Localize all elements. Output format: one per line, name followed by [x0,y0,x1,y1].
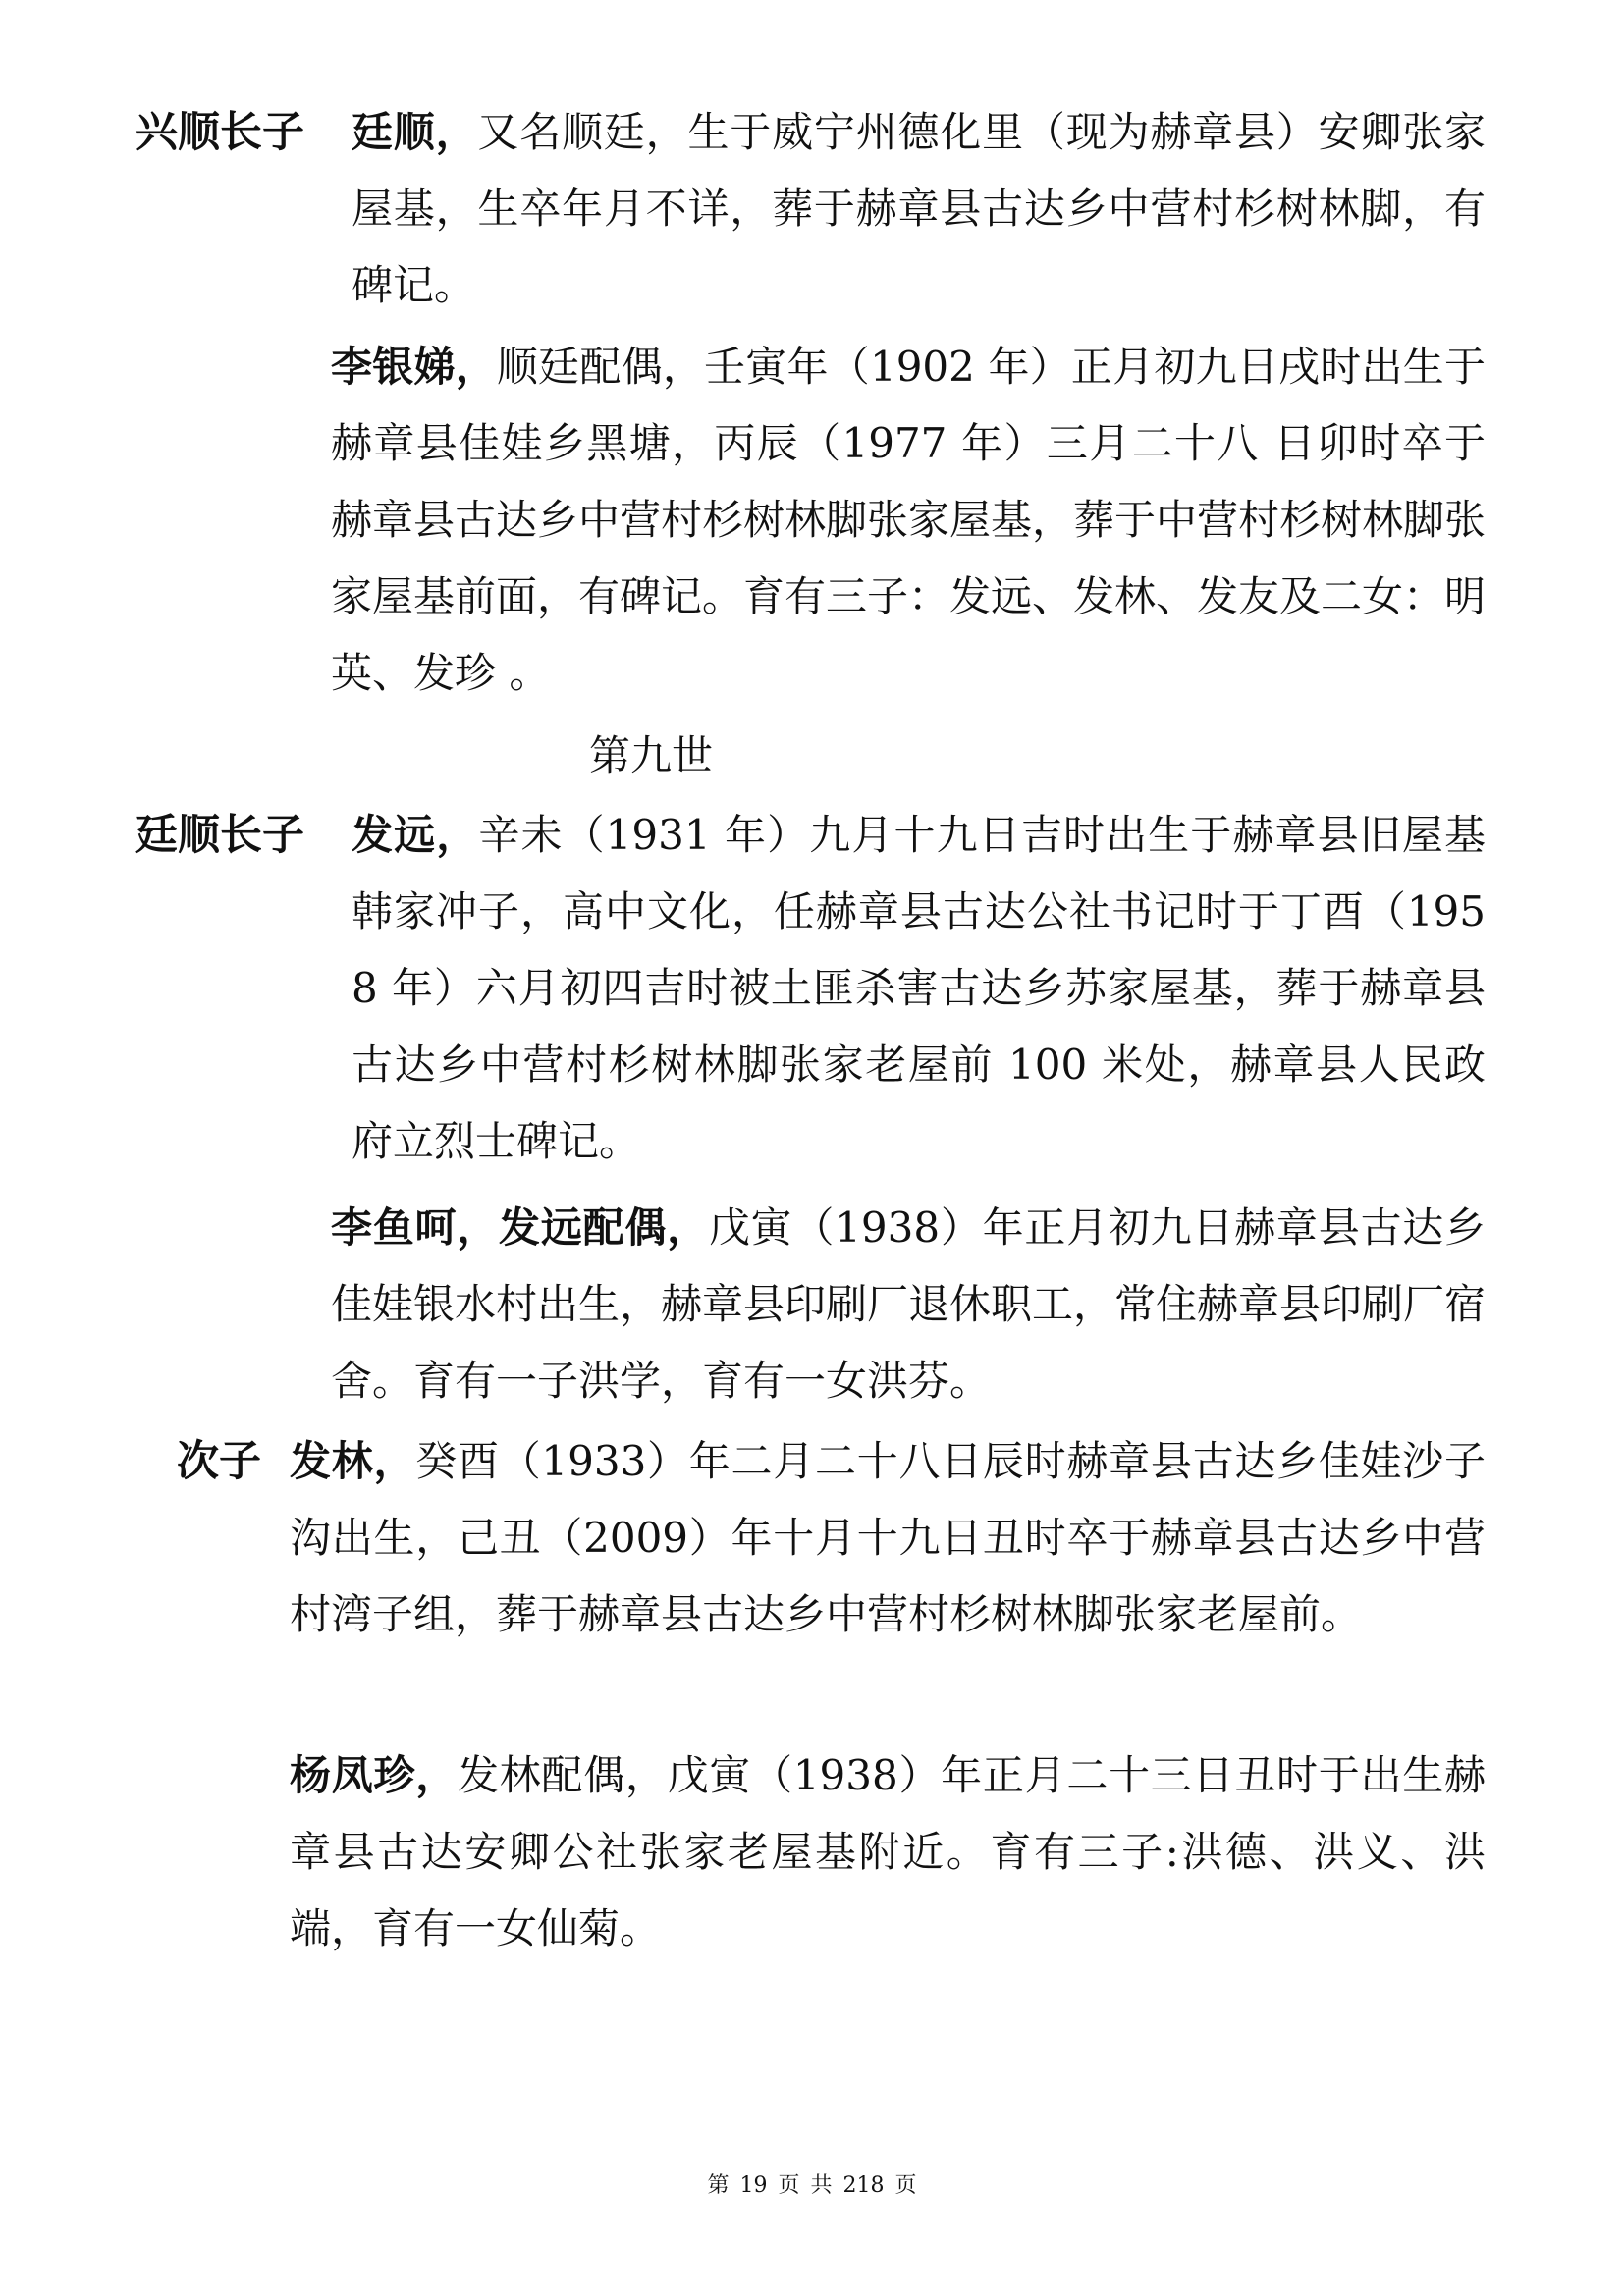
person-name: 李鱼呵，发远配偶， [331,1203,709,1252]
entry-paragraph [331,1190,1486,1419]
entry-label: 廷顺长子 [135,811,304,860]
page-number-footer: 第 19 页 共 218 页 [707,2173,917,2198]
entry-text: 癸酉（1933）年二月二十八日辰时赫章县古达乡佳娃沙子沟出生，己丑（2009）年十月十九日丑时卒于赫章县古达乡中营村湾子组，葬于赫章县古达乡中营村杉树林脚张家老屋前。 [290,1437,1486,1638]
entry-paragraph [352,94,1486,324]
entry-paragraph [331,329,1486,712]
generation-heading: 第九世 [589,731,714,779]
entry-text: 辛未（1931 年）九月十九日吉时出生于赫章县旧屋基韩家冲子，高中文化，任赫章县古达公社书记时于丁酉（1958 年）六月初四吉时被土匪杀害古达乡苏家屋基，葬于赫章县古达乡中营村杉树林脚张家老屋前 100 米处，赫章县人民政府立烈士碑记。 [352,811,1486,1165]
person-name: 李银娣， [331,343,497,391]
entry-text: 戊寅（1938）年正月初九日赫章县古达乡佳娃银水村出生，赫章县印刷厂退休职工，常住赫章县印刷厂宿舍。育有一子洪学，育有一女洪芬。 [331,1203,1487,1405]
entry-text: 发林配偶，戊寅（1938）年正月二十三日丑时于出生赫章县古达安卿公社张家老屋基附近。育有三子:洪德、洪义、洪端，育有一女仙菊。 [290,1751,1486,1952]
entry-text: 又名顺廷，生于威宁州德化里（现为赫章县）安卿张家屋基，生卒年月不详，葬于赫章县古达乡中营村杉树林脚，有碑记。 [352,108,1486,309]
person-name: 廷顺， [352,108,478,156]
entry-label: 次子 [177,1437,261,1486]
person-name: 发林， [290,1437,416,1485]
entry-label: 兴顺长子 [135,108,304,157]
entry-text: 顺廷配偶，壬寅年（1902 年）正月初九日戌时出生于赫章县佳娃乡黑塘，丙辰（1977 年）三月二十八 日卯时卒于赫章县古达乡中营村杉树林脚张家屋基，葬于中营村杉树林脚张家屋基前面，有碑记。育有三子：发远、发林、发友及二女：明英、发珍 。 [331,343,1487,697]
entry-paragraph [352,797,1486,1180]
person-name: 发远， [352,811,479,859]
entry-paragraph [290,1423,1486,1653]
entry-paragraph [290,1737,1486,1967]
person-name: 杨凤珍， [290,1751,458,1799]
